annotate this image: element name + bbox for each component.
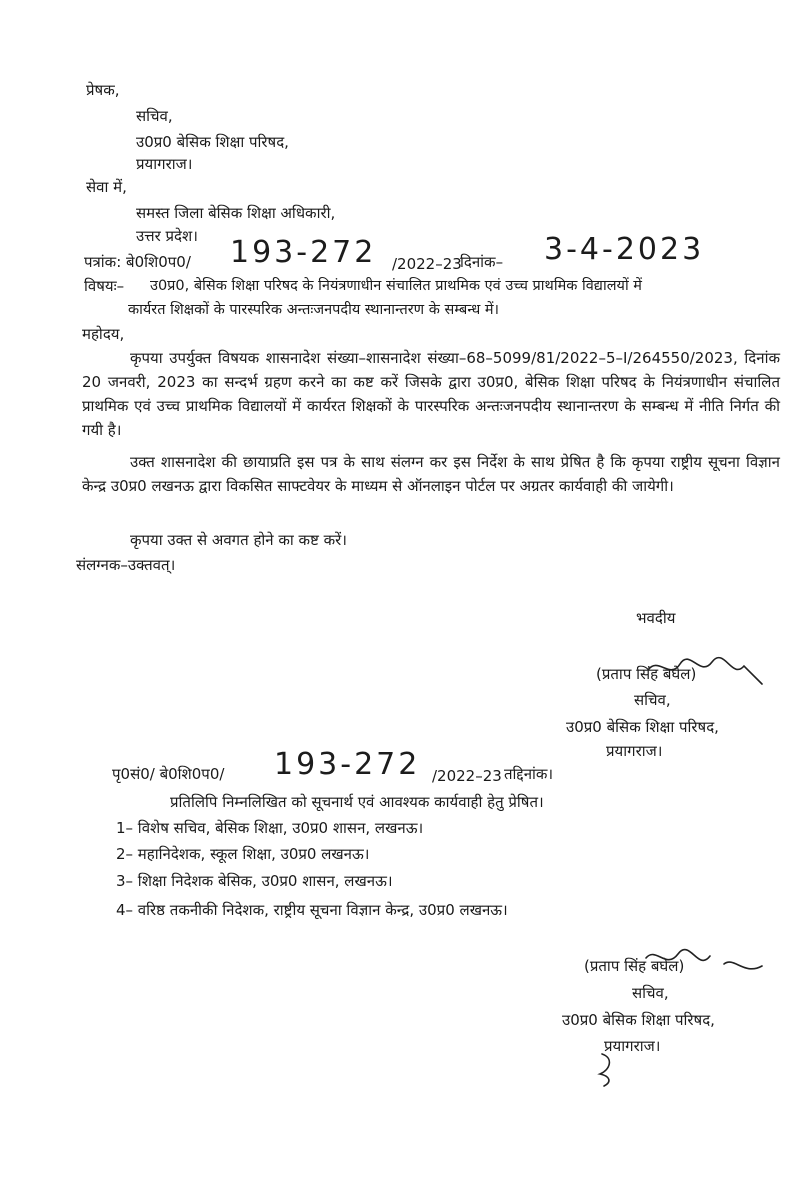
recipient-label: सेवा में, (86, 178, 127, 196)
body-paragraph-3: कृपया उक्त से अवगत होने का कष्ट करें। (130, 531, 347, 549)
signatory-name-1: (प्रताप सिंह बघेल) (596, 665, 697, 683)
sender-office: उ0प्र0 बेसिक शिक्षा परिषद, (136, 133, 289, 151)
copy-reference-date-label: तद्दिनांक। (504, 765, 554, 783)
reference-handwritten-number: 193-272 (230, 235, 377, 270)
copy-list-item-3: 3– शिक्षा निदेशक बेसिक, उ0प्र0 शासन, लखनऊ। (116, 872, 393, 890)
body-paragraph-1: कृपया उपर्युक्त विषयक शासनादेश संख्या–शासनादेश संख्या–68–5099/81/2022–5–I/264550/2023, दिनांक 20 जनवरी, 2023 का सन्दर्भ ग्रहण करने का कष्ट करें जिसके द्वारा उ0प्र0, बेसिक शिक्षा परिषद के नियंत्रणाधीन संचालित प्राथमिक एवं उच्च प्राथमिक विद्यालयों में कार्यरत शिक्षकों के पारस्परिक अन्तःजनपदीय स्थानान्तरण के सम्बन्ध में नीति निर्गत की गयी है। (82, 349, 780, 439)
closing-yours-faithfully: भवदीय (636, 609, 676, 627)
signature-scribble-icon (640, 650, 770, 690)
signatory-designation-1: सचिव, (634, 691, 671, 709)
reference-line (84, 252, 191, 272)
sender-label: प्रेषक, (86, 81, 120, 99)
sender-designation: सचिव, (136, 107, 173, 125)
body-paragraph-2: उक्त शासनादेश की छायाप्रति इस पत्र के साथ संलग्न कर इस निर्देश के साथ प्रेषित है कि कृपया राष्ट्रीय सूचना विज्ञान केन्द्र उ0प्र0 लखनऊ द्वारा विकसित साफ्टवेयर के माध्यम से ऑनलाइन पोर्टल पर अग्रतर कार्यवाही की जायेगी। (82, 453, 780, 495)
salutation: महोदय, (82, 325, 125, 343)
reference-prefix: पत्रांक: बे0शि0प0/ (84, 253, 191, 271)
recipient-state: उत्तर प्रदेश। (136, 227, 198, 245)
signature-scribble-icon (640, 942, 770, 988)
signatory-name-2: (प्रताप सिंह बघेल) (584, 957, 685, 975)
reference-year: /2022–23 (392, 255, 462, 273)
signatory-city-2: प्रयागराज। (604, 1037, 661, 1055)
signatory-office-1: उ0प्र0 बेसिक शिक्षा परिषद, (566, 718, 719, 736)
copy-reference-prefix: पृ0सं0/ बे0शि0प0/ (112, 765, 225, 783)
recipient-name: समस्त जिला बेसिक शिक्षा अधिकारी, (136, 204, 336, 222)
copy-intro: प्रतिलिपि निम्नलिखित को सूचनार्थ एवं आवश्यक कार्यवाही हेतु प्रेषित। (170, 793, 544, 811)
subject-line1: उ0प्र0, बेसिक शिक्षा परिषद के नियंत्रणाधीन संचालित प्राथमिक एवं उच्च प्राथमिक विद्यालयों में (150, 278, 642, 294)
subject-label: विषयः– (84, 277, 125, 295)
signatory-office-2: उ0प्र0 बेसिक शिक्षा परिषद, (562, 1011, 715, 1029)
copy-reference-handwritten-number: 193-272 (274, 747, 421, 782)
initial-mark-icon (592, 1050, 622, 1090)
signatory-designation-2: सचिव, (632, 984, 669, 1002)
copy-list-item-1: 1– विशेष सचिव, बेसिक शिक्षा, उ0प्र0 शासन, लखनऊ। (116, 819, 424, 837)
reference-date-label: दिनांक– (460, 253, 504, 271)
copy-reference-year: /2022–23 (432, 767, 502, 785)
signatory-city-1: प्रयागराज। (606, 742, 663, 760)
subject-line2: कार्यरत शिक्षकों के पारस्परिक अन्तःजनपदीय स्थानान्तरण के सम्बन्ध में। (128, 302, 500, 318)
enclosure-note: संलग्नक–उक्तवत्। (76, 556, 176, 574)
sender-city: प्रयागराज। (136, 155, 193, 173)
reference-handwritten-date: 3-4-2023 (544, 232, 705, 267)
copy-list-item-4: 4– वरिष्ठ तकनीकी निदेशक, राष्ट्रीय सूचना विज्ञान केन्द्र, उ0प्र0 लखनऊ। (116, 901, 508, 919)
copy-list-item-2: 2– महानिदेशक, स्कूल शिक्षा, उ0प्र0 लखनऊ। (116, 845, 370, 863)
